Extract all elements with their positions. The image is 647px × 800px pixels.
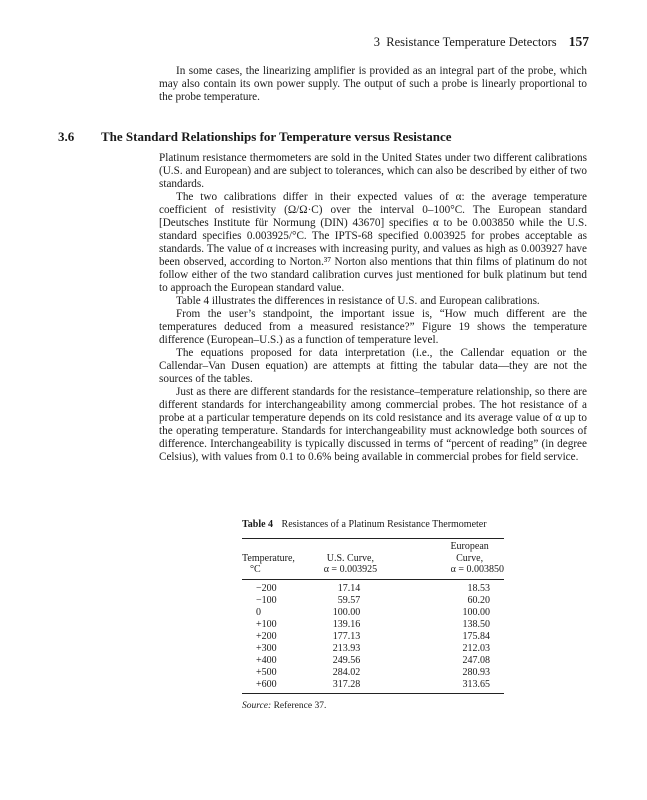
section-title: The Standard Relationships for Temperature versus Resistance (101, 129, 452, 144)
cell-european-resistance: 280.93 (462, 666, 490, 678)
header-european-curve: European Curve, α = 0.003850 (450, 541, 504, 575)
cell-european-resistance: 100.00 (462, 606, 490, 618)
header-us-curve: U.S. Curve, α = 0.003925 (323, 552, 378, 575)
cell-european-resistance: 212.03 (462, 642, 490, 654)
section-heading (58, 129, 452, 145)
cell-us-resistance: 317.28 (332, 678, 361, 690)
intro-text (159, 65, 587, 104)
cell-temperature: +200 (256, 630, 277, 642)
cell-temperature: +400 (256, 654, 277, 666)
paragraph: Platinum resistance thermometers are sold in the United States under two different calibrations (U.S. and European) and are subject to tolerances, which can also be described by either of two standards. (159, 152, 587, 190)
section-number: 3.6 (58, 129, 75, 144)
table-caption-text: Resistances of a Platinum Resistance Thermometer (281, 519, 487, 530)
table-row (242, 679, 504, 693)
cell-european-resistance: 175.84 (462, 630, 490, 642)
cell-temperature: 0 (256, 606, 261, 618)
cell-us-resistance: 59.57 (337, 594, 361, 606)
table-row (242, 631, 504, 643)
cell-european-resistance: 247.08 (462, 654, 490, 666)
cell-us-resistance: 213.93 (332, 642, 361, 654)
table-row (242, 580, 504, 595)
paragraph: From the user’s standpoint, the important issue is, “How much different are the temperatures deduced from a measured resistance?” Figure 19 shows the temperature difference (European–U.S.) as a function of temperature level. (159, 308, 587, 346)
paragraph: Just as there are different standards for the resistance–temperature relationship, so there are different standards for interchangeability among commercial probes. The hot resistance of a probe at a particular temperature depends on its cold resistance and its average value of α up to the operating temperature. Standards for interchangeability must acknowledge both sources of difference. Interchangeability is typically discussed in terms of “percent of reading” (in degree Celsius), with values from 0.1 to 0.6% being available in commercial probes for field service. (159, 386, 587, 463)
section-body (159, 152, 587, 464)
paragraph: The equations proposed for data interpretation (i.e., the Callendar equation or the Callendar–Van Dusen equation) are attempts at fitting the tabular data—they are not the sources of the tables. (159, 347, 587, 385)
header-temperature: Temperature, °C (242, 552, 295, 575)
cell-temperature: −100 (256, 594, 277, 606)
running-head (374, 34, 589, 50)
cell-us-resistance: 249.56 (332, 654, 361, 666)
chapter-title: 3 Resistance Temperature Detectors (373, 35, 557, 49)
cell-temperature: +600 (256, 678, 277, 690)
cell-european-resistance: 60.20 (467, 594, 490, 606)
cell-temperature: +500 (256, 666, 277, 678)
table-row (242, 667, 504, 679)
intro-paragraph: In some cases, the linearizing amplifier is provided as an integral part of the probe, which may also contain its own power supply. The output of such a probe is linearly proportional to the probe temperature. (159, 65, 587, 103)
cell-european-resistance: 313.65 (462, 678, 490, 690)
table-label: Table 4 (242, 519, 274, 530)
cell-us-resistance: 177.13 (332, 630, 361, 642)
cell-european-resistance: 18.53 (467, 582, 490, 594)
table-row (242, 595, 504, 607)
table-4 (242, 519, 504, 712)
table-caption (242, 519, 504, 531)
cell-us-resistance: 17.14 (337, 582, 361, 594)
source-label: Source: (242, 700, 272, 711)
cell-temperature: +100 (256, 618, 277, 630)
table-bottom-rule (242, 693, 504, 694)
cell-temperature: +300 (256, 642, 277, 654)
table-row (242, 655, 504, 667)
table-body (242, 580, 504, 693)
table-row (242, 643, 504, 655)
table-row (242, 607, 504, 619)
page-number: 157 (568, 34, 589, 49)
paragraph: Table 4 illustrates the differences in resistance of U.S. and European calibrations. (176, 295, 540, 307)
cell-us-resistance: 284.02 (332, 666, 361, 678)
cell-us-resistance: 100.00 (332, 606, 361, 618)
cell-us-resistance: 139.16 (332, 618, 361, 630)
paragraph: The two calibrations differ in their expected values of α: the average temperature coefficient of resistivity (Ω/Ω·C) over the interval 0–100°C. The European standard [Deutsches Institute für Normung (DIN) 43670] specifies α to be 0.003850 while the U.S. standard specifies 0.003925/°C. The IPTS-68 specified 0.003925 for probes acceptable as standards. The value of α increases with increasing purity, and values as high as 0.003927 have been observed, according to Norton.³⁷ Norton also mentions that thin films of platinum do not follow either of the two standard calibration curves just mentioned for bulk platinum but tend to approach the European standard value. (159, 191, 587, 294)
resistance-table (242, 539, 504, 693)
table-source (242, 700, 504, 712)
cell-european-resistance: 138.50 (462, 618, 490, 630)
table-header-row (242, 539, 504, 579)
cell-temperature: −200 (256, 582, 277, 594)
source-text: Reference 37. (273, 700, 327, 711)
table-row (242, 619, 504, 631)
